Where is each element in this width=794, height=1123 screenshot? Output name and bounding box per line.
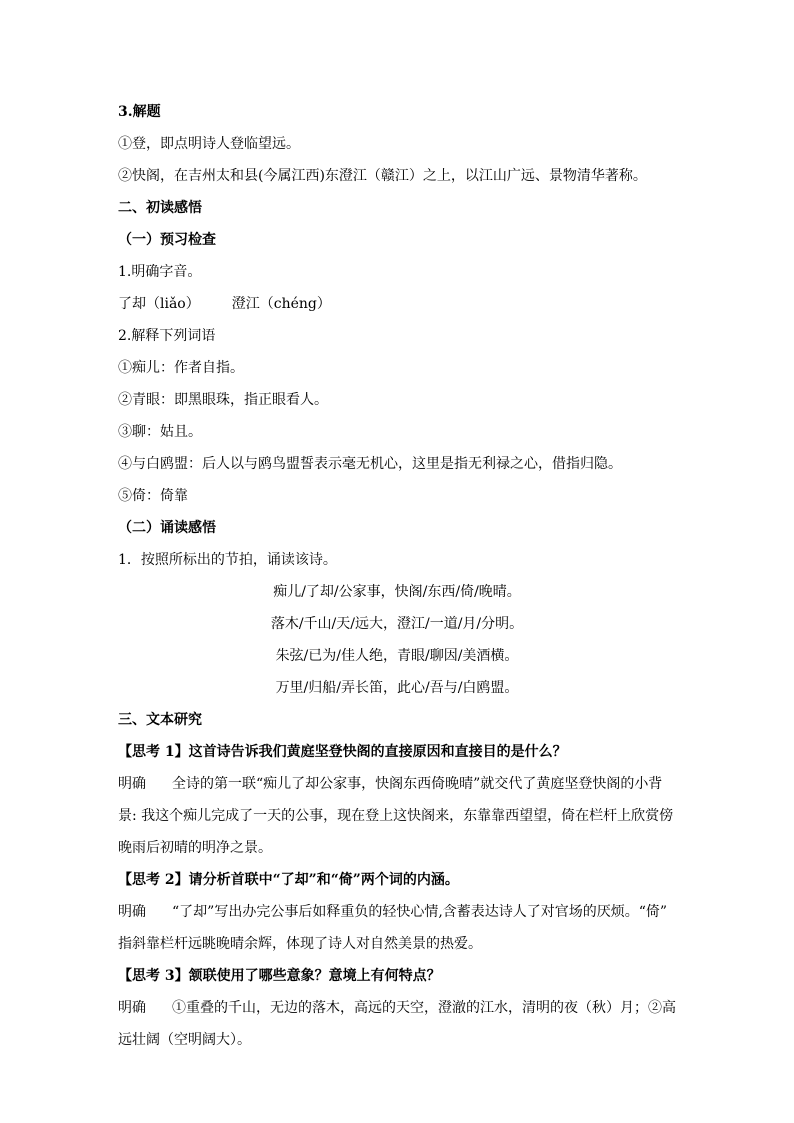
paragraph: ②快阁，在吉州太和县(今属江西)东澄江（赣江）之上，以江山广远、景物清华著称。	[118, 168, 647, 184]
think-question-3: 【思考 3】颔联使用了哪些意象？意境上有何特点？	[118, 968, 441, 984]
poem-line: 痴儿/了却/公家事，快阁/东西/倚/晚晴。	[273, 584, 521, 600]
answer-line: 明确 “了却”写出办完公事后如释重负的轻快心情,含蓄表达诗人了对官场的厌烦。“倚”	[118, 904, 668, 920]
question-vocabulary: 2.解释下列词语	[118, 328, 216, 344]
vocab-item: ②青眼：即黑眼珠，指正眼看人。	[118, 392, 328, 408]
question-pronunciation: 1.明确字音。	[118, 264, 202, 280]
pronunciation-item: 澄江（chéng）	[231, 296, 331, 312]
subsection-heading-songdu: （二）诵读感悟	[118, 520, 216, 536]
poem-line: 朱弦/已为/佳人绝，青眼/聊因/美酒横。	[275, 648, 519, 664]
pronunciation-item: 了却（liǎo）	[118, 296, 200, 312]
section-heading-jieti: 3.解题	[118, 104, 161, 120]
think-question-2: 【思考 2】请分析首联中“了却”和“倚”两个词的内涵。	[118, 872, 459, 888]
answer-line: 明确 全诗的第一联“痴儿了却公家事，快阁东西倚晚晴”就交代了黄庭坚登快阁的小背	[118, 776, 663, 792]
answer-label: 明确	[118, 776, 146, 792]
think-question-1: 【思考 1】这首诗告诉我们黄庭坚登快阁的直接原因和直接目的是什么？	[118, 744, 567, 760]
answer-label: 明确	[118, 1000, 146, 1016]
answer-line: 晚雨后初晴的明净之景。	[118, 840, 272, 856]
vocab-item: ①痴儿：作者自指。	[118, 360, 244, 376]
paragraph: ①登，即点明诗人登临望远。	[118, 136, 300, 152]
pronunciation-row	[118, 294, 331, 314]
answer-line: 指斜靠栏杆远眺晚晴余辉，体现了诗人对自然美景的热爱。	[118, 936, 482, 952]
reading-instruction: 1．按照所标出的节拍，诵读该诗。	[118, 552, 337, 568]
vocab-item: ⑤倚：倚靠	[118, 488, 188, 504]
section-heading-chudu: 二、初读感悟	[118, 200, 202, 216]
vocab-item: ④与白鸥盟：后人以与鸥鸟盟誓表示毫无机心，这里是指无利禄之心，借指归隐。	[118, 456, 622, 472]
answer-label: 明确	[118, 904, 146, 920]
answer-line: 景: 我这个痴儿完成了一天的公事，现在登上这快阁来，东靠靠西望望，倚在栏杆上欣赏傍	[118, 808, 674, 824]
poem-line: 万里/归船/弄长笛，此心/吾与/白鸥盟。	[275, 680, 519, 696]
subsection-heading-yuxi: （一）预习检查	[118, 232, 216, 248]
answer-line: 明确 ①重叠的千山，无边的落木，高远的天空，澄澈的江水，清明的夜（秋）月；②高	[118, 1000, 676, 1016]
vocab-item: ③聊：姑且。	[118, 424, 202, 440]
poem-line: 落木/千山/天/远大，澄江/一道/月/分明。	[270, 616, 524, 632]
answer-line: 远壮阔（空明阔大）。	[118, 1032, 251, 1048]
section-heading-wenben: 三、文本研究	[118, 712, 202, 728]
